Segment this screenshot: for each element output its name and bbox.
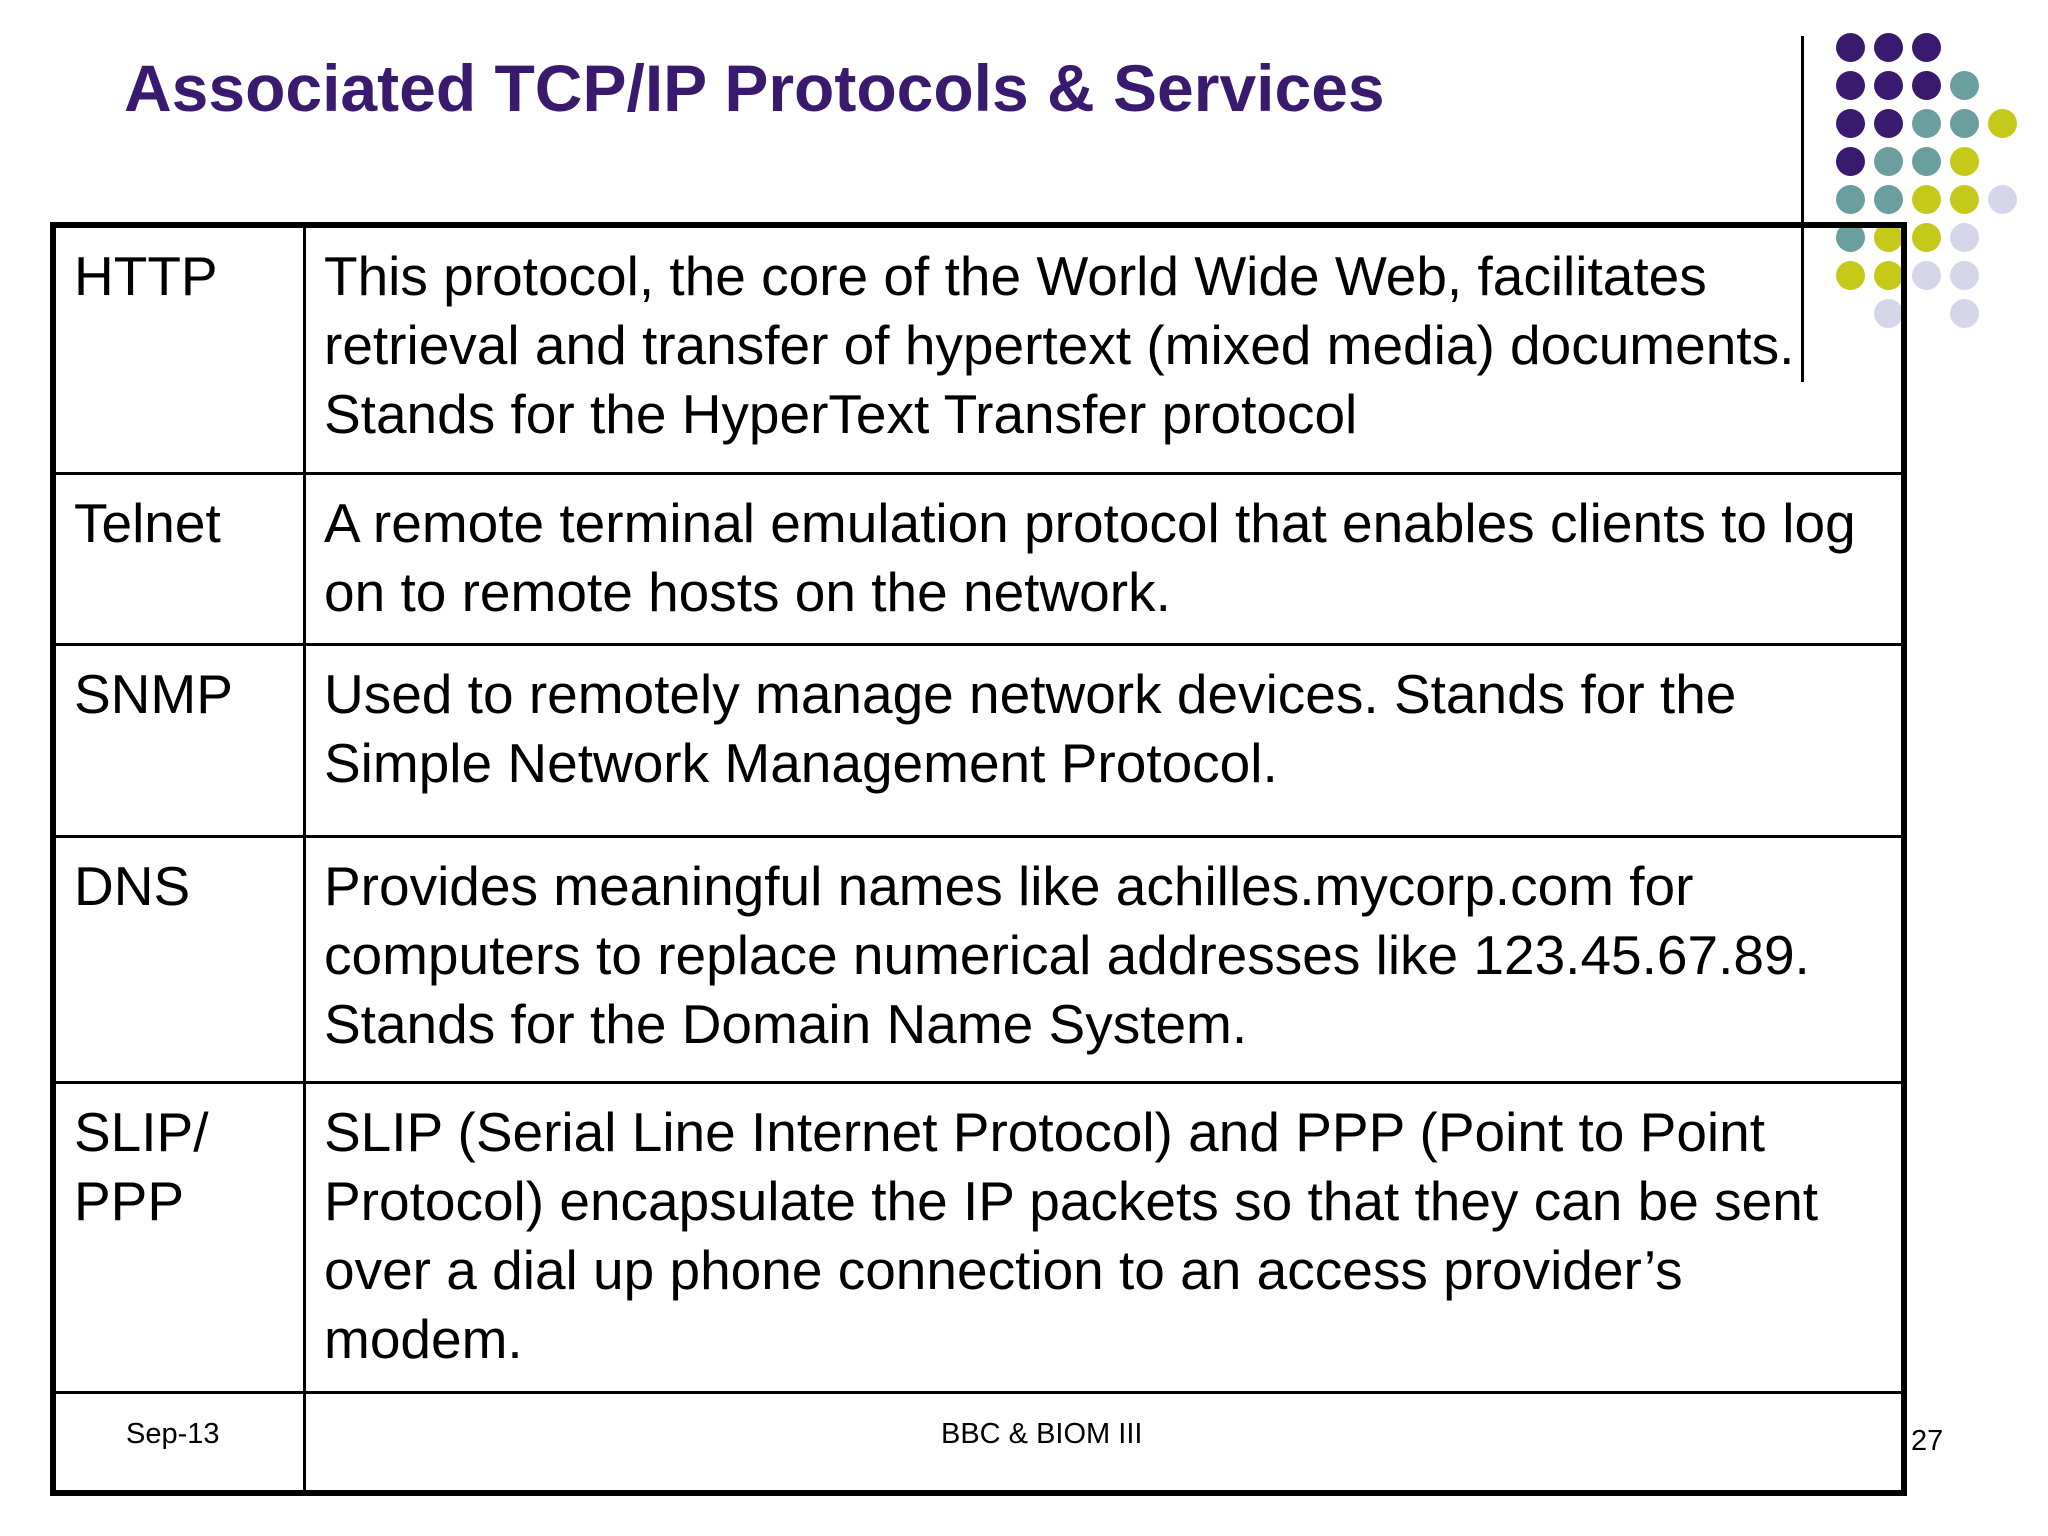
decorative-dot: [1874, 147, 1903, 176]
decorative-dot: [1836, 71, 1865, 100]
footer-center-text: BBC & BIOM III: [941, 1418, 1143, 1450]
table-row-snmp: [56, 643, 1901, 838]
slide-footer: [56, 1391, 1901, 1490]
decorative-dot: [1950, 223, 1979, 252]
decorative-dot: [1874, 33, 1903, 62]
protocol-description: Used to remotely manage network devices. Stands for the Simple Network Management Protocol.: [324, 663, 1737, 794]
protocol-name: SLIP/ PPP: [74, 1101, 209, 1232]
decorative-dot: [1950, 261, 1979, 290]
decorative-dot: [1836, 147, 1865, 176]
protocol-name: HTTP: [74, 245, 218, 307]
decorative-dot: [1836, 185, 1865, 214]
decorative-dot: [1950, 147, 1979, 176]
protocol-description: Provides meaningful names like achilles.mycorp.com for computers to replace numerical addresses like 123.45.67.89. Stands for the Domain Name System.: [324, 855, 1810, 1055]
protocol-description: This protocol, the core of the World Wide Web, facilitates retrieval and transfer of hypertext (mixed media) documents. Stands for the HyperText Transfer protocol: [324, 245, 1795, 445]
decorative-dot: [1836, 109, 1865, 138]
protocol-name: SNMP: [74, 663, 233, 725]
table-row-telnet: [56, 472, 1901, 646]
decorative-dot: [1950, 185, 1979, 214]
footer-date: Sep-13: [126, 1418, 220, 1450]
decorative-dot: [1912, 33, 1941, 62]
decorative-dot: [1912, 71, 1941, 100]
decorative-dot: [1950, 71, 1979, 100]
decorative-dot: [1988, 185, 2017, 214]
table-row-dns: [56, 835, 1901, 1084]
decorative-dot: [1912, 185, 1941, 214]
decorative-dot: [1950, 109, 1979, 138]
decorative-dot: [1912, 109, 1941, 138]
protocol-description: A remote terminal emulation protocol that enables clients to log on to remote hosts on the network.: [324, 492, 1856, 623]
table-row-slip-ppp: [56, 1081, 1901, 1405]
decorative-dot: [1912, 147, 1941, 176]
protocol-name: DNS: [74, 855, 191, 917]
decorative-dot: [1950, 299, 1979, 328]
protocols-table: [50, 222, 1907, 1496]
decorative-vertical-line: [1801, 36, 1804, 382]
decorative-dot: [1912, 223, 1941, 252]
slide-title: Associated TCP/IP Protocols & Services: [124, 51, 1385, 125]
decorative-dot: [1874, 185, 1903, 214]
page-number: 27: [1911, 1425, 1944, 1457]
table-row-http: [56, 228, 1901, 472]
protocol-description: SLIP (Serial Line Internet Protocol) and PPP (Point to Point Protocol) encapsulate the IP packets so that they can be sent over a dial up phone connection to an access provider’s modem.: [324, 1101, 1819, 1370]
decorative-dot: [1874, 109, 1903, 138]
decorative-dot: [1912, 261, 1941, 290]
decorative-dot: [1988, 109, 2017, 138]
decorative-dot: [1874, 71, 1903, 100]
protocol-name: Telnet: [74, 492, 221, 554]
decorative-dot: [1836, 33, 1865, 62]
